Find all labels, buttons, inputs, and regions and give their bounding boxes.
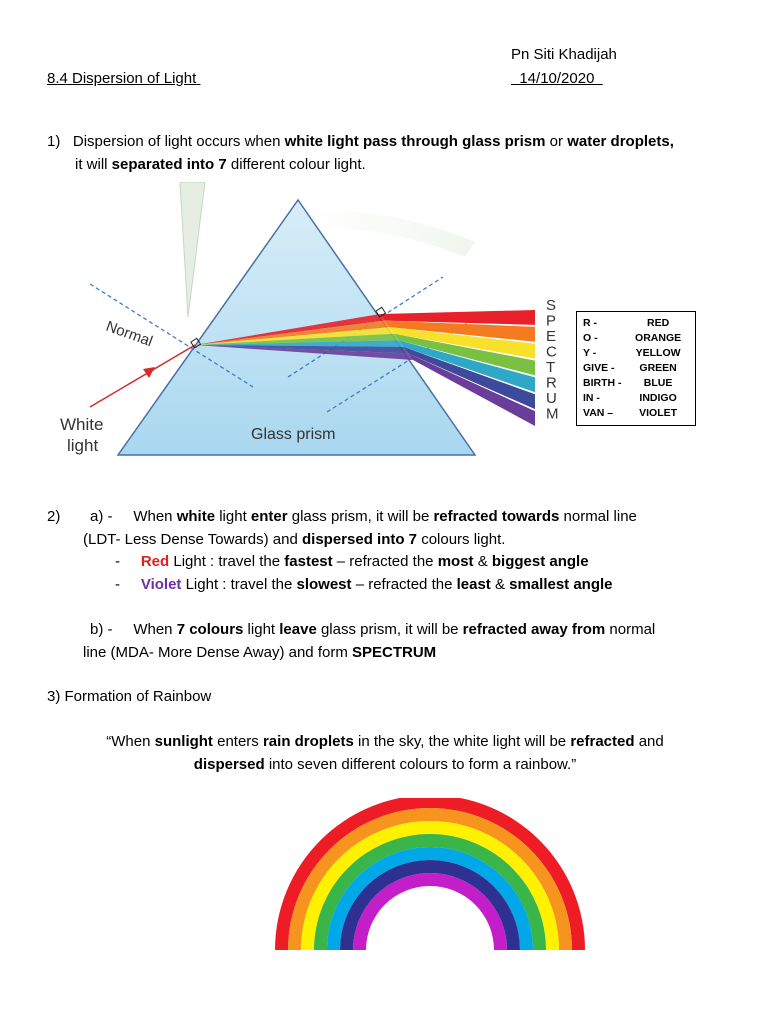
spectrum-letter: P — [546, 312, 557, 330]
light-beam-shape — [180, 182, 205, 317]
section-2-num: 2) — [47, 508, 61, 525]
color-key-row — [583, 316, 689, 331]
spectrum-letter: M — [546, 405, 559, 423]
spectrum-letter: E — [546, 328, 557, 345]
color-key-row — [583, 376, 689, 391]
color-key-box — [576, 311, 696, 426]
spectrum-letter: R — [546, 374, 557, 392]
color-key-row — [583, 361, 689, 376]
author-name: Pn Siti Khadijah — [511, 46, 617, 63]
section-1-line2: it will separated into 7 different colour light. — [75, 156, 366, 173]
section-2a-line1: a) - When white light enter glass prism, it will be refracted towards normal line — [90, 508, 637, 525]
section-2b-line1: b) - When 7 colours light leave glass prism, it will be refracted away from normal — [90, 621, 656, 638]
key-mnemonic: VAN – — [583, 407, 614, 419]
rainbow-quote: “When sunlight enters rain droplets in the sky, the white light will be refracted and dispersed into seven different colours to form a rainbow.” — [106, 733, 664, 773]
spectrum-letter: S — [546, 297, 557, 314]
section-3-title: 3) Formation of Rainbow — [47, 688, 212, 705]
rainbow-graphic — [270, 798, 590, 950]
key-colour: YELLOW — [635, 347, 681, 359]
violet-light-line: - Violet Light : travel the slowest – refracted the least & smallest angle — [115, 576, 613, 593]
spectrum-letter: T — [546, 359, 556, 376]
key-mnemonic: R - — [583, 317, 597, 329]
red-light-line: - Red Light : travel the fastest – refracted the most & biggest angle — [115, 553, 589, 570]
key-mnemonic: GIVE - — [583, 362, 615, 374]
spectrum-letter: U — [546, 390, 557, 407]
spectrum-letter: C — [546, 343, 557, 361]
key-mnemonic: Y - — [583, 347, 597, 359]
key-colour: BLUE — [643, 377, 673, 389]
section-1: 1) Dispersion of light occurs when white light pass through glass prism or water droplets, — [47, 133, 674, 150]
key-mnemonic: IN - — [583, 392, 600, 404]
color-key-row — [583, 331, 689, 346]
key-mnemonic: O - — [583, 332, 598, 344]
doc-title: 8.4 Dispersion of Light — [47, 70, 197, 87]
key-mnemonic: BIRTH - — [583, 377, 622, 389]
spectrum-label — [546, 297, 559, 423]
key-colour: RED — [647, 317, 670, 329]
key-colour: ORANGE — [635, 332, 682, 344]
section-2a-line2: (LDT- Less Dense Towards) and dispersed into 7 colours light. — [83, 531, 506, 548]
white-light-label-2: light — [67, 436, 99, 455]
glass-prism-label: Glass prism — [251, 426, 336, 443]
section-2b-line2: line (MDA- More Dense Away) and form SPECTRUM — [83, 644, 437, 661]
prism-diagram — [55, 182, 565, 470]
doc-date: 14/10/2020 — [519, 70, 595, 87]
ray-arrow-icon — [143, 367, 155, 378]
color-key-row — [583, 346, 689, 361]
key-colour: INDIGO — [639, 392, 677, 404]
normal-label: Normal — [103, 317, 155, 351]
white-light-label-1: White — [60, 415, 104, 434]
color-key-row — [583, 391, 689, 406]
key-colour: GREEN — [639, 362, 677, 374]
key-colour: VIOLET — [639, 407, 678, 419]
color-key-row — [583, 406, 689, 421]
